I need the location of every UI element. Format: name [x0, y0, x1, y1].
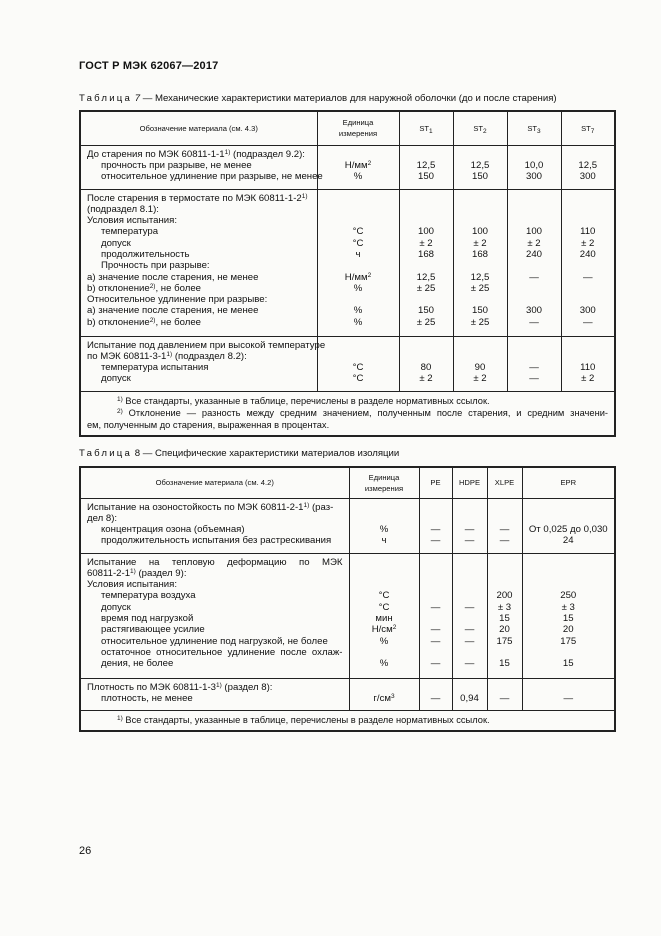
- table7: [79, 110, 616, 437]
- notes-cell: $^{1)}$ Все стандарты, указанные в таблице, перечислены в разделе нормативных ссылок.: [80, 710, 615, 731]
- unit-cell: °C °C: [317, 336, 399, 391]
- caption-word: Таблица: [79, 93, 133, 104]
- table-row: [80, 553, 615, 678]
- unit-cell: % ч: [349, 498, 419, 553]
- document-header: ГОСТ Р МЭК 62067—2017: [79, 60, 219, 72]
- value-cell: От 0,025 до 0,030 24: [522, 498, 615, 553]
- label-cell: Плотность по МЭК 60811-1-3$^{1)}$ (раздел 8): плотность, не менее: [80, 678, 349, 710]
- col-st7: $ST_7$: [561, 111, 615, 145]
- label-cell: Испытание на озоностойкость по МЭК 60811-2-1$^{1)}$ (раз- дел 8): концентрация озона (объемная) продолжительность испытания без растрескивания: [80, 498, 349, 553]
- value-cell: 110 ± 2 240 — 300 —: [561, 189, 615, 336]
- value-cell: — —: [419, 498, 452, 553]
- table-row: [80, 189, 615, 336]
- value-cell: — —: [487, 498, 522, 553]
- label-cell: Испытание под давлением при высокой температуре по МЭК 60811-3-1$^{1)}$ (подраздел 8.2): температура испытания допуск: [80, 336, 317, 391]
- label-cell: Испытание на тепловую деформацию по МЭК 60811-2-1$^{1)}$ (раздел 9): Условия испытания: температура воздуха допуск время под нагрузкой растягивающее усилие относительное удлинение под нагрузкой, не более остаточное относительное удлинение после охлаж- дения, не более: [80, 553, 349, 678]
- table8-notes: [80, 710, 615, 731]
- value-cell: —: [487, 678, 522, 710]
- col-pe: PE: [419, 467, 452, 498]
- table7-notes: [80, 391, 615, 436]
- col-st3: $ST_3$: [507, 111, 561, 145]
- value-cell: 90 ± 2: [453, 336, 507, 391]
- col-st2: $ST_2$: [453, 111, 507, 145]
- col-st1: $ST_1$: [399, 111, 453, 145]
- table-row: [80, 498, 615, 553]
- caption-text: — Механические характеристики материалов для наружной оболочки (до и после старения): [140, 93, 557, 104]
- value-cell: — — — —: [419, 553, 452, 678]
- table-row: [80, 678, 615, 710]
- caption-word: Таблица: [79, 448, 133, 459]
- unit-cell: °C °C ч $Н/мм^2$ % % %: [317, 189, 399, 336]
- caption-text: — Специфические характеристики материалов изоляции: [140, 448, 400, 459]
- value-cell: 100 ± 2 168 12,5 ± 25 150 ± 25: [453, 189, 507, 336]
- col-epr: EPR: [522, 467, 615, 498]
- table8-header-row: [80, 467, 615, 498]
- caption-number: 7: [134, 93, 141, 104]
- col-xlpe: XLPE: [487, 467, 522, 498]
- col-hdpe: HDPE: [452, 467, 487, 498]
- unit-cell: $Н/мм^2$ %: [317, 145, 399, 189]
- page-number: 26: [79, 845, 92, 857]
- value-cell: 12,5 150: [399, 145, 453, 189]
- caption-number: 8: [134, 448, 141, 459]
- label-cell: После старения в термостате по МЭК 60811-1-2$^{1)}$ (подраздел 8.1): Условия испытания: температура допуск продолжительность Прочность при разрыве: а) значение после старения, не менее b) отклонение$^{2)}$, не более Относительное удлинение при разрыве: а) значение после старения, не менее b) отклонение$^{2)}$, не более: [80, 189, 317, 336]
- value-cell: 250 ± 3 15 20 175 15: [522, 553, 615, 678]
- value-cell: 100 ± 2 240 — 300 —: [507, 189, 561, 336]
- value-cell: —: [419, 678, 452, 710]
- notes-cell: $^{1)}$ Все стандарты, указанные в таблице, перечислены в разделе нормативных ссылок. $^{2)}$ Отклонение — разность между средним значением, полученным после старения, и средним значени- ем, полученным до старения, выраженная в процентах.: [80, 391, 615, 436]
- unit-cell: $г/см^3$: [349, 678, 419, 710]
- unit-header: Единица измерения: [349, 467, 419, 498]
- table-row: [80, 145, 615, 189]
- value-cell: 10,0 300: [507, 145, 561, 189]
- value-cell: 100 ± 2 168 12,5 ± 25 150 ± 25: [399, 189, 453, 336]
- unit-cell: °C °C мин $Н/см^2$ % %: [349, 553, 419, 678]
- table8: [79, 466, 616, 732]
- table7-caption: [79, 93, 557, 104]
- unit-header: Единица измерения: [317, 111, 399, 145]
- value-cell: 0,94: [452, 678, 487, 710]
- value-cell: 200 ± 3 15 20 175 15: [487, 553, 522, 678]
- material-header: Обозначение материала (см. 4.2): [80, 467, 349, 498]
- label-cell: До старения по МЭК 60811-1-1$^{1)}$ (подраздел 9.2): прочность при разрыве, не менее относительное удлинение при разрыве, не менее: [80, 145, 317, 189]
- value-cell: 12,5 150: [453, 145, 507, 189]
- table8-caption: [79, 448, 399, 459]
- value-cell: — —: [452, 498, 487, 553]
- table-row: [80, 336, 615, 391]
- value-cell: 110 ± 2: [561, 336, 615, 391]
- value-cell: 12,5 300: [561, 145, 615, 189]
- value-cell: —: [522, 678, 615, 710]
- material-header: Обозначение материала (см. 4.3): [80, 111, 317, 145]
- value-cell: — —: [507, 336, 561, 391]
- value-cell: — — — —: [452, 553, 487, 678]
- value-cell: 80 ± 2: [399, 336, 453, 391]
- table7-header-row: [80, 111, 615, 145]
